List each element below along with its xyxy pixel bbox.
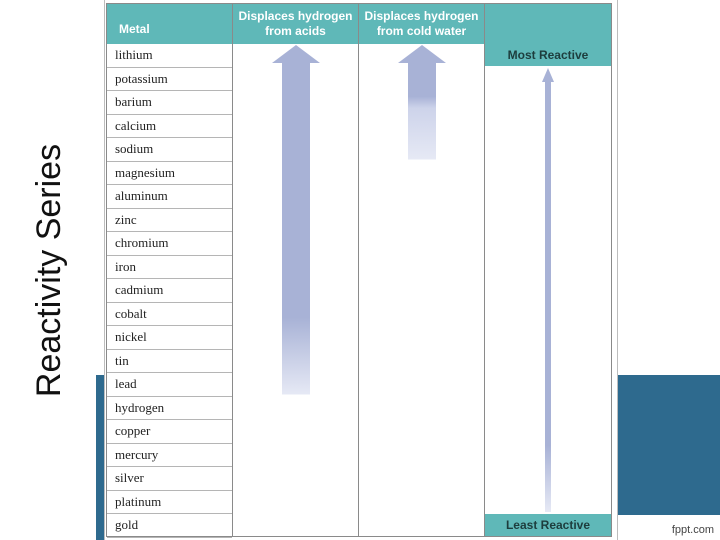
header-metal-text: Metal bbox=[119, 21, 150, 36]
accent-bar-left bbox=[96, 375, 104, 540]
metal-row: silver bbox=[107, 467, 232, 491]
least-reactive-text: Least Reactive bbox=[505, 518, 591, 532]
arrow-cold-water bbox=[398, 45, 446, 160]
metal-row: nickel bbox=[107, 326, 232, 350]
header-acids-text: Displaces hydrogen from acids bbox=[238, 9, 353, 38]
metal-row: gold bbox=[107, 514, 232, 538]
metal-row: mercury bbox=[107, 444, 232, 468]
metal-row: lithium bbox=[107, 44, 232, 68]
metal-row: cadmium bbox=[107, 279, 232, 303]
reactivity-table bbox=[106, 3, 612, 537]
side-title-text: Reactivity Series bbox=[30, 143, 69, 397]
metal-row: chromium bbox=[107, 232, 232, 256]
metal-row: zinc bbox=[107, 209, 232, 233]
header-cold-water-text: Displaces hydrogen from cold water bbox=[364, 9, 479, 38]
arrow-reactivity bbox=[542, 68, 554, 512]
arrow-acids bbox=[272, 45, 320, 395]
metal-row: hydrogen bbox=[107, 397, 232, 421]
metal-row: sodium bbox=[107, 138, 232, 162]
arrows-layer bbox=[107, 4, 611, 536]
metal-row: platinum bbox=[107, 491, 232, 515]
side-title bbox=[28, 120, 72, 420]
metal-row: magnesium bbox=[107, 162, 232, 186]
metal-row: barium bbox=[107, 91, 232, 115]
most-reactive-text: Most Reactive bbox=[507, 48, 589, 62]
metal-row: iron bbox=[107, 256, 232, 280]
metal-row: copper bbox=[107, 420, 232, 444]
logo: fppt.com bbox=[671, 524, 714, 536]
accent-bar-right bbox=[616, 375, 720, 515]
metal-row: calcium bbox=[107, 115, 232, 139]
metal-row: aluminum bbox=[107, 185, 232, 209]
metal-row: cobalt bbox=[107, 303, 232, 327]
metal-row: tin bbox=[107, 350, 232, 374]
metal-row: potassium bbox=[107, 68, 232, 92]
metal-row: lead bbox=[107, 373, 232, 397]
